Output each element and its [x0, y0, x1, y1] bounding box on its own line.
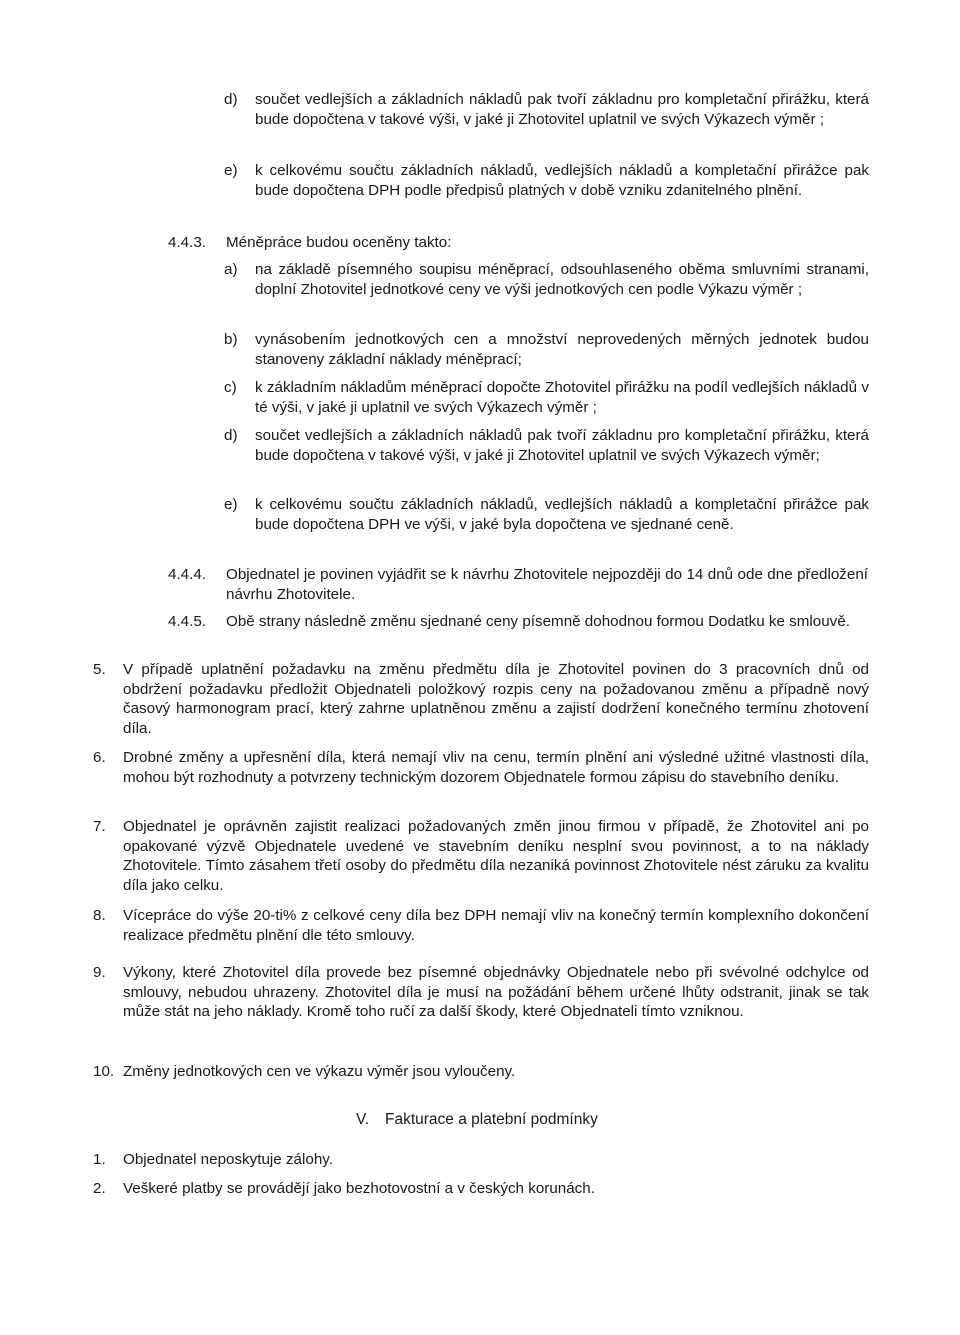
point-number: 7.: [93, 818, 106, 835]
clause-text: Obě strany následně změnu sjednané ceny písemně dohodnou formou Dodatku ke smlouvě.: [226, 613, 850, 630]
point-number: 5.: [93, 661, 106, 678]
section-v-heading: [356, 1110, 756, 1130]
item-label: d): [224, 91, 238, 108]
point-number: 6.: [93, 749, 106, 766]
item-text: na základě písemného soupisu méněprací, odsouhlaseného oběma smluvními stranami, doplní Zhotovitel jednotkové ceny ve výši jednotkových cen podle Výkazu výměr ;: [255, 261, 869, 298]
list-item-a: [224, 260, 869, 320]
item-label: e): [224, 162, 238, 179]
point-number: 2.: [93, 1180, 106, 1197]
clause-4-4-3-heading: [168, 233, 868, 253]
item-text: součet vedlejších a základních nákladů pak tvoří základnu pro kompletační přirážku, která bude dopočtena v takové výši, v jaké ji Zhotovitel uplatnil ve svých Výkazech výměr ;: [255, 91, 869, 128]
item-label: e): [224, 496, 238, 513]
list-item-d: [224, 90, 869, 150]
item-label: c): [224, 379, 237, 396]
clause-4-4-5: [168, 612, 868, 652]
clause-4-4-4: [168, 565, 868, 605]
point-6: [93, 748, 869, 808]
point-text: Objednatel je oprávněn zajistit realizaci požadovaných změn jinou firmou v případě, že Zhotovitel ani po opakované výzvě Objednatele uvedené ve stavebním deníku nesplní svou povinnost, a to na náklady Zhotovitele. Tímto zásahem třetí osoby do předmětu díla nezaniká povinnost Zhotovitele nést záruku za kvalitu díla jako celku.: [123, 818, 869, 894]
item-text: součet vedlejších a základních nákladů pak tvoří základnu pro kompletační přirážku, která bude dopočtena v takové výši, v jaké ji Zhotovitel uplatnil ve svých Výkazech výměr;: [255, 427, 869, 464]
clause-number: 4.4.3.: [168, 234, 206, 251]
point-number: 8.: [93, 907, 106, 924]
item-text: k celkovému součtu základních nákladů, vedlejších nákladů a kompletační přirážce pak bude dopočtena DPH ve výši, v jaké byla dopočtena ve sjednané ceně.: [255, 496, 869, 533]
point-number: 10.: [93, 1063, 115, 1080]
list-item-b: [224, 330, 869, 370]
item-text: k základním nákladům méněprací dopočte Zhotovitel přirážku na podíl vedlejších nákladů v té výši, v jaké ji uplatnil ve svých Výkazech výměr ;: [255, 379, 869, 416]
point-text: Objednatel neposkytuje zálohy.: [123, 1151, 333, 1168]
list-item-e: [224, 495, 869, 555]
list-item-d: [224, 426, 869, 486]
section-number: V.: [356, 1111, 370, 1128]
point-text: Výkony, které Zhotovitel díla provede bez písemné objednávky Objednatele nebo při svévolné odchylce od smlouvy, nebudou uhrazeny. Zhotovitel díla je musí na požádání během určené lhůty odstranit, jinak se tak může stát na jeho náklady. Kromě toho ručí za další škody, které Objednateli tímto vzniknou.: [123, 964, 869, 1020]
section-title: Fakturace a platební podmínky: [385, 1111, 598, 1128]
point-text: Veškeré platby se provádějí jako bezhotovostní a v českých korunách.: [123, 1180, 595, 1197]
point-text: Drobné změny a upřesnění díla, která nemají vliv na cenu, termín plnění ani výsledné užitné vlastnosti díla, mohou být rozhodnuty a potvrzeny technickým dozorem Objednatele formou zápisu do stavebního deníku.: [123, 749, 869, 786]
point-5: [93, 660, 869, 740]
point-text: Vícepráce do výše 20-ti% z celkové ceny díla bez DPH nemají vliv na konečný termín komplexního dokončení realizace předmětu plnění dle této smlouvy.: [123, 907, 869, 944]
clause-text: Objednatel je povinen vyjádřit se k návrhu Zhotovitele nejpozději do 14 dnů ode dne předložení návrhu Zhotovitele.: [226, 566, 868, 603]
point-8: [93, 906, 869, 946]
point-text: Změny jednotkových cen ve výkazu výměr jsou vyloučeny.: [123, 1063, 516, 1080]
point-10: [93, 1062, 869, 1082]
item-text: vynásobením jednotkových cen a množství neprovedených měrných jednotek budou stanoveny základní náklady méněprací;: [255, 331, 869, 368]
v-point-1: [93, 1150, 869, 1170]
clause-number: 4.4.4.: [168, 566, 206, 583]
list-item-c: [224, 378, 869, 418]
point-number: 1.: [93, 1151, 106, 1168]
item-label: d): [224, 427, 238, 444]
item-label: a): [224, 261, 238, 278]
item-label: b): [224, 331, 238, 348]
clause-title: Méněpráce budou oceněny takto:: [226, 234, 452, 251]
point-number: 9.: [93, 964, 106, 981]
item-text: k celkovému součtu základních nákladů, vedlejších nákladů a kompletační přirážce pak bude dopočtena DPH podle předpisů platných v době vzniku zdanitelného plnění.: [255, 162, 869, 199]
clause-number: 4.4.5.: [168, 613, 206, 630]
list-item-e: [224, 161, 869, 221]
point-7: [93, 817, 869, 897]
point-9: [93, 963, 869, 1043]
point-text: V případě uplatnění požadavku na změnu předmětu díla je Zhotovitel povinen do 3 pracovních dnů od obdržení požadavku předložit Objednateli položkový rozpis ceny na požadovanou změnu a případně nový časový harmonogram prací, který zahrne uplatněnou změnu a zajistí dodržení konečného termínu zhotovení díla.: [123, 661, 869, 737]
v-point-2: [93, 1179, 869, 1199]
